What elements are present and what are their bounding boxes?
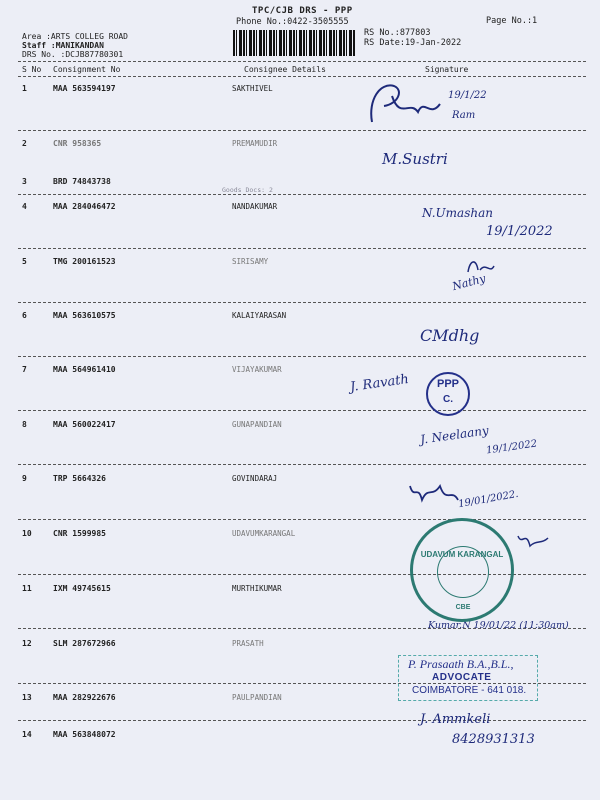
signature: J. Ammkeli <box>420 712 491 727</box>
drs-number: DRS No. :DCJB87780301 <box>22 50 124 59</box>
row-consignee: MURTHIKUMAR <box>232 584 282 593</box>
divider <box>18 302 586 303</box>
ppp-stamp-text: PPP <box>436 378 459 390</box>
row-consignment: MAA 284046472 <box>53 202 116 211</box>
row-sno: 3 <box>22 177 27 186</box>
row-consignee: PREMAMUDIR <box>232 139 278 148</box>
area-label: Area :ARTS COLLEG ROAD <box>22 32 128 41</box>
seal-text: UDAVUM KARANGAL <box>420 550 504 559</box>
advocate-city: COIMBATORE - 641 018. <box>412 685 527 696</box>
row-consignment: MAA 563594197 <box>53 84 116 93</box>
rs-date: RS Date:19-Jan-2022 <box>364 38 462 48</box>
divider <box>18 61 586 62</box>
row-consignment: CNR 958365 <box>53 139 102 148</box>
row-consignee: PRASATH <box>232 639 264 648</box>
row-sno: 1 <box>22 84 27 93</box>
page-number: Page No.:1 <box>486 16 538 26</box>
row-sno: 8 <box>22 420 27 429</box>
ppp-stamp-letter: C. <box>443 394 453 405</box>
row-consignee: VIJAYAKUMAR <box>232 365 282 374</box>
row-sno: 12 <box>22 639 32 648</box>
row-consignee: SAKTHIVEL <box>232 84 273 93</box>
row-consignee: SIRISAMY <box>232 257 269 266</box>
row-consignee: PAULPANDIAN <box>232 693 282 702</box>
row-sno: 5 <box>22 257 27 266</box>
signature: Nathy <box>450 271 488 294</box>
rs-number: RS No.:877803 <box>364 28 431 38</box>
row-consignment: CNR 1599985 <box>53 529 106 538</box>
row-sno: 10 <box>22 529 32 538</box>
row-consignee: KALAIYARASAN <box>232 311 287 320</box>
row-consignment: TMG 200161523 <box>53 257 116 266</box>
signature-phone: 8428931313 <box>452 732 535 747</box>
advocate-title: ADVOCATE <box>432 672 492 683</box>
row-sno: 14 <box>22 730 32 739</box>
row-consignment: BRD 74843738 <box>53 177 111 186</box>
signature-date: 19/01/2022. <box>457 488 520 511</box>
signature-note: Ram <box>452 110 476 121</box>
signature: J. Ravath <box>349 371 410 396</box>
column-header-signature: Signature <box>425 65 469 74</box>
divider <box>18 464 586 465</box>
column-header-consignment: Consignment No <box>53 65 121 74</box>
divider <box>18 76 586 77</box>
row-sno: 7 <box>22 365 27 374</box>
row-consignee: GUNAPANDIAN <box>232 420 282 429</box>
advocate-name: P. Prasaath B.A.,B.L., <box>408 657 514 671</box>
row-consignee: NANDAKUMAR <box>232 202 278 211</box>
signature-date: 19/1/2022 <box>485 438 538 457</box>
row-sno: 11 <box>22 584 32 593</box>
row-consignment: MAA 564961410 <box>53 365 116 374</box>
row-sno: 9 <box>22 474 27 483</box>
row-consignment: MAA 563610575 <box>53 311 116 320</box>
row-consignee: UDAVUMKARANGAL <box>232 529 296 538</box>
signature: M.Sustri <box>382 150 448 168</box>
divider <box>18 130 586 131</box>
divider <box>18 720 586 721</box>
row-consignment: SLM 287672966 <box>53 639 116 648</box>
divider <box>18 194 586 195</box>
signature-date: 19/1/22 <box>448 90 487 101</box>
signature-date: 19/1/2022 <box>486 224 553 239</box>
divider <box>18 519 586 520</box>
divider <box>18 248 586 249</box>
seal-city: CBE <box>455 604 471 611</box>
signature: N.Umashan <box>422 206 493 220</box>
staff-label: Staff :MANIKANDAN <box>22 41 104 50</box>
signature: Kumar.N 19/01/22 (11:30am) <box>428 620 569 631</box>
row-sno: 4 <box>22 202 27 211</box>
column-header-sno: S No <box>22 65 42 74</box>
divider <box>18 356 586 357</box>
goods-note: Goods Docs: 2 <box>222 186 273 194</box>
row-sno: 2 <box>22 139 27 148</box>
row-consignment: TRP 5664326 <box>53 474 106 483</box>
phone-number: Phone No.:0422-3505555 <box>236 17 349 27</box>
row-sno: 13 <box>22 693 32 702</box>
row-consignment: MAA 560022417 <box>53 420 116 429</box>
signature: CMdhg <box>420 326 480 345</box>
row-consignment: IXM 49745615 <box>53 584 111 593</box>
signature: J. Neelaany <box>419 423 490 447</box>
row-consignment: MAA 282922676 <box>53 693 116 702</box>
sheet-title: TPC/CJB DRS - PPP <box>252 6 353 16</box>
row-consignee: GOVINDARAJ <box>232 474 278 483</box>
row-consignment: MAA 563848072 <box>53 730 116 739</box>
row-sno: 6 <box>22 311 27 320</box>
barcode <box>233 30 355 56</box>
divider <box>18 410 586 411</box>
column-header-consignee: Consignee Details <box>244 65 326 74</box>
